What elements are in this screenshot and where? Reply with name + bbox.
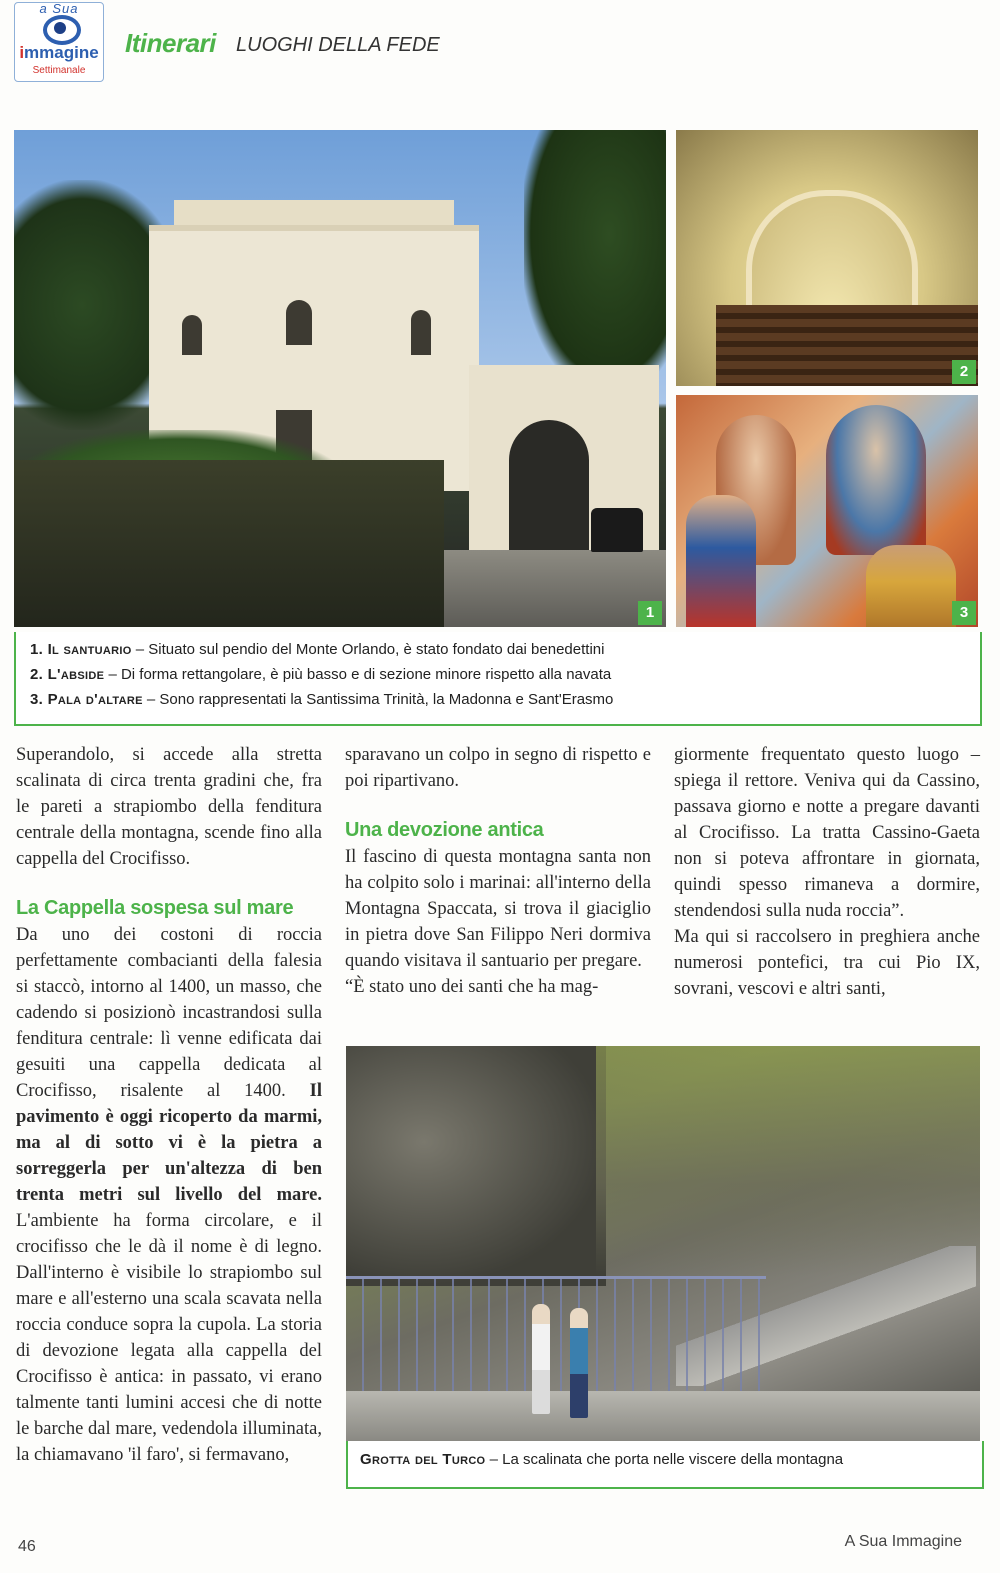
eye-pupil: [54, 22, 66, 34]
paragraph-quote: giormente frequentato questo luogo – spiega il rettore. Veniva qui da Cassino, passava giorno e notte a pregare davanti al Crocifisso. La tratta Cassino-Gaeta non si poteva affrontare in giornata, quindi spesso rimaneva a dormire, stendendosi sulla nuda roccia”.: [674, 745, 980, 921]
caption-2: [30, 666, 611, 683]
cave-rock: [346, 1046, 606, 1286]
paragraph-cappella: [16, 922, 322, 1468]
stone-wall: [14, 460, 444, 627]
caption-label: 3. Pala d'altare: [30, 691, 143, 708]
caption-label: 1. Il santuario: [30, 641, 132, 658]
logo-name-rest: mmagine: [24, 43, 99, 62]
heading-devozione: Una devozione antica: [345, 819, 544, 841]
logo-name: [15, 43, 103, 63]
visitor-figure: [532, 1304, 550, 1414]
road: [444, 550, 666, 627]
painted-figure-father: [826, 405, 926, 555]
logo-bottom-text: Settimanale: [32, 65, 86, 76]
section-subtitle: LUOGHI DELLA FEDE: [236, 34, 440, 56]
caption-label: 2. L'abside: [30, 666, 105, 683]
photo-tree-right: [524, 130, 666, 390]
church-window: [286, 300, 312, 345]
magazine-name: A Sua Immagine: [844, 1533, 962, 1550]
paragraph-devozione: Il fascino di questa montagna santa non ha colpito solo i marinai: all'interno della Montagna Spaccata, si trova il giaciglio in pietra dove San Filippo Neri dormiva quando visitava il santuario per pregare.: [345, 847, 651, 971]
caption-text: – Sono rappresentati la Santissima Trinità, la Madonna e Sant'Erasmo: [142, 691, 614, 708]
church-pews: [716, 305, 978, 386]
paragraph-intro: Superandolo, si accede alla stretta scalinata di circa trenta gradini che, fra le pareti a strapiombo della fenditura centrale della montagna, scende fino alla cappella del Crocifisso.: [16, 745, 322, 869]
photo-number-badge: 1: [638, 601, 662, 625]
photo-number-badge: 2: [952, 360, 976, 384]
photo-pala-altare: [676, 395, 978, 627]
parked-car: [591, 508, 643, 552]
caption-1: [30, 641, 604, 658]
caption-text: – Situato sul pendio del Monte Orlando, è stato fondato dai benedettini: [131, 641, 605, 658]
photo-caption-grotta: [346, 1441, 984, 1489]
magazine-logo: [14, 2, 104, 82]
article-column-3: [674, 742, 980, 1002]
church-window: [411, 310, 431, 355]
text-span: L'ambiente ha forma circolare, e il crocifisso che le dà il nome è di legno. Dall'interno è visibile lo strapiombo sul mare e all'esterno una scala scavata nella roccia conduce sopra la cupola. La storia di devozione legata alla cappella del Crocifisso è antica: in passato, vi erano talmente tanti lumini accesi che di notte le barche dal mare, vedendola illuminata, la chiamavano 'il faro', si fermavano,: [16, 1211, 322, 1465]
caption-label: Grotta del Turco: [360, 1451, 486, 1468]
metal-railing: [346, 1276, 766, 1409]
section-title: Itinerari: [125, 28, 216, 58]
caption-text: – Di forma rettangolare, è più basso e di sezione minore rispetto alla navata: [104, 666, 612, 683]
painted-figure-madonna: [686, 495, 756, 627]
article-column-2: [345, 742, 651, 1000]
paragraph-continuation: sparavano un colpo in segno di rispetto e poi ripartivano.: [345, 745, 651, 791]
walkway: [346, 1391, 980, 1441]
church-window: [182, 315, 202, 355]
paragraph-pontefici: Ma qui si raccolsero in preghiera anche numerosi pontefici, tra cui Pio IX, sovrani, vescovi e altri santi,: [674, 927, 980, 999]
caption-3: [30, 691, 613, 708]
caption-text: – La scalinata che porta nelle viscere della montagna: [485, 1451, 844, 1468]
page-number: 46: [18, 1538, 36, 1555]
photo-number-badge: 3: [952, 601, 976, 625]
heading-cappella: La Cappella sospesa sul mare: [16, 897, 294, 919]
article-column-1: [16, 742, 322, 1468]
photo-abside: [676, 130, 978, 386]
mossy-wall: [596, 1046, 980, 1276]
paragraph-quote-start: “È stato uno dei santi che ha mag-: [345, 977, 599, 997]
text-span: Da uno dei costoni di roccia perfettamente combacianti della falesia si staccò, intorno al 1400, un masso, che cadendo si posizionò incastrandosi sulla fenditura centrale: lì venne edificata dai gesuiti una cappella dedicata al Crocifisso, risalente al 1400.: [16, 925, 322, 1101]
gate-arch: [509, 420, 589, 550]
painted-figure-erasmo: [866, 545, 956, 627]
text-bold: Il pavimento è oggi ricoperto da marmi, ma al di sotto vi è la pietra a sorreggerla per un'altezza di ben trenta metri sul livello del mare.: [16, 1081, 322, 1205]
visitor-figure: [570, 1308, 588, 1418]
photo-santuario: [14, 130, 666, 627]
logo-top-text: a Sua: [39, 1, 79, 16]
photo-grotta-del-turco: [346, 1046, 980, 1441]
logo-name-i: i: [19, 43, 25, 62]
photo-captions: [14, 632, 982, 726]
caption-grotta: [360, 1451, 843, 1468]
